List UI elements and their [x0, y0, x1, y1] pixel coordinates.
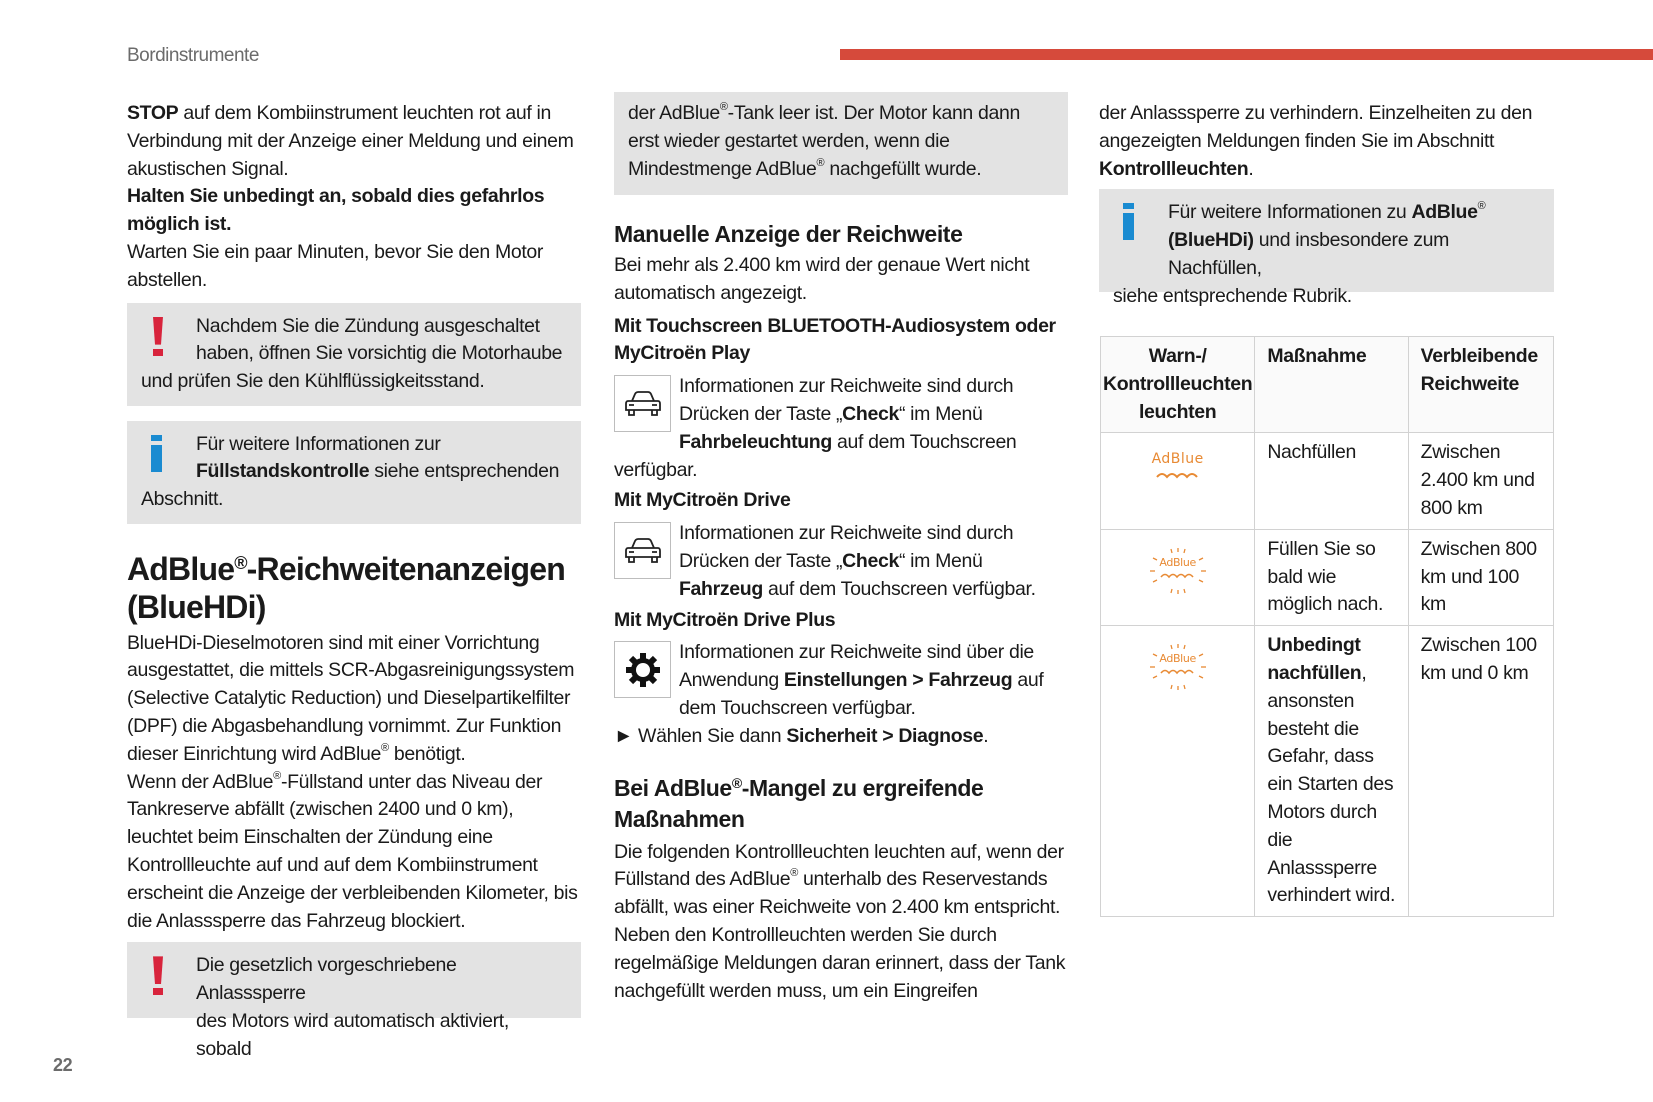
column-header-warnleuchten: Warn-/ Kontrollleuchten leuchten	[1101, 337, 1255, 433]
paragraph-halten: Halten Sie unbedingt an, sobald dies gefahrlos möglich ist.	[127, 185, 545, 236]
adblue-icon: AdBlue	[1152, 451, 1204, 483]
table-row: AdBlue Unbedingt nachfüllen, ansonsten besteht die Gefahr, dass ein Starten des Motors durch die Anlasssperre verhindert wird. Zwischen 100 km und 0 km	[1101, 626, 1554, 917]
paragraph-fuellstand: Wenn der AdBlue®-Füllstand unter das Niveau der Tankreserve abfällt (zwischen 2400 und 0 km), leuchtet beim Einschalten der Zündung eine Kontrollleuchte auf und auf dem Kombiinstrument erscheint die Anzeige der verbleibenden Kilometer, bis die Anlasssperre das Fahrzeug blockiert.	[127, 769, 578, 932]
heading-mycitroen-drive: Mit MyCitroën Drive	[614, 489, 791, 512]
column-2	[614, 92, 1068, 1005]
warning-exclamation-icon	[151, 317, 163, 357]
heading-adblue-mangel: Bei AdBlue®-Mangel zu ergreifende Maßnahmen	[614, 774, 984, 832]
info-note-fuellstand: Für weitere Informationen zur Füllstandskontrolle siehe entsprechenden Abschnitt.	[127, 421, 581, 524]
header-accent-bar	[840, 49, 1653, 60]
heading-adblue-reichweitenanzeigen: AdBlue®-Reichweitenanzeigen (BlueHDi)	[127, 550, 565, 625]
heading-mycitroen-drive-plus: Mit MyCitroën Drive Plus	[614, 608, 836, 631]
warning-note-continued: der AdBlue®-Tank leer ist. Der Motor kann dann erst wieder gestartet werden, wenn die Mindestmenge AdBlue® nachgefüllt wurde.	[614, 92, 1068, 195]
adblue-warning-table	[1100, 336, 1554, 917]
info-icon	[1123, 203, 1135, 243]
heading-manuelle-anzeige: Manuelle Anzeige der Reichweite	[614, 221, 963, 247]
column-header-reichweite: Verbleibende Reichweite	[1408, 337, 1553, 433]
heading-mycitroen-play: Mit Touchscreen BLUETOOTH-Audiosystem oder MyCitroën Play	[614, 314, 1056, 365]
car-icon	[614, 375, 671, 432]
paragraph-mangel: Die folgenden Kontrollleuchten leuchten auf, wenn der Füllstand des AdBlue® unterhalb des Reservestands abfällt, was einer Reichweite von 2.400 km entspricht. Neben den Kontrollleuchten werden Sie durch regelmäßige Meldungen daran erinnert, dass der Tank nachgefüllt werden muss, um ein Eingreifen	[614, 840, 1066, 1002]
info-icon	[151, 435, 163, 475]
paragraph-anlasssperre-cont: der Anlasssperre zu verhindern. Einzelheiten zu den angezeigten Meldungen finden Sie im Abschnitt Kontrollleuchten.	[1099, 102, 1533, 180]
column-header-massnahme: Maßnahme	[1255, 337, 1408, 433]
column-3	[1099, 100, 1554, 307]
warning-note-anlasssperre: Die gesetzlich vorgeschriebene Anlasssperre des Motors wird automatisch aktiviert, sobald	[127, 942, 581, 1018]
gear-icon	[614, 641, 671, 698]
car-icon	[614, 522, 671, 579]
paragraph-stop: STOP auf dem Kombiinstrument leuchten rot auf in Verbindung mit der Anzeige einer Meldung und einem akustischen Signal.	[127, 102, 574, 180]
adblue-flashing-icon: AdBlue	[1149, 548, 1206, 590]
page-number: 22	[53, 1055, 73, 1075]
warning-note-coolant: Nachdem Sie die Zündung ausgeschaltet haben, öffnen Sie vorsichtig die Motorhaube und prüfen Sie den Kühlflüssigkeitsstand.	[127, 303, 581, 406]
warning-exclamation-icon	[151, 956, 163, 996]
section-title: Bordinstrumente	[127, 45, 259, 66]
step-diagnose: ► Wählen Sie dann Sicherheit > Diagnose.	[614, 724, 989, 747]
info-note-adblue: Für weitere Informationen zu AdBlue® (BlueHDi) und insbesondere zum Nachfüllen, siehe entsprechende Rubrik.	[1099, 189, 1554, 292]
paragraph-warten: Warten Sie ein paar Minuten, bevor Sie den Motor abstellen.	[127, 240, 544, 291]
table-row: AdBlue Nachfüllen Zwischen 2.400 km und 800 km	[1101, 433, 1554, 529]
instruction-play: Informationen zur Reichweite sind durch Drücken der Taste „Check“ im Menü Fahrbeleuchtung auf dem Touchscreen verfügbar.	[614, 375, 1017, 481]
table-row: AdBlue Füllen Sie so bald wie möglich nach. Zwischen 800 km und 100 km	[1101, 529, 1554, 625]
instruction-drive: Informationen zur Reichweite sind durch Drücken der Taste „Check“ im Menü Fahrzeug auf dem Touchscreen verfügbar.	[614, 520, 1068, 603]
instruction-drive-plus: Informationen zur Reichweite sind über die Anwendung Einstellungen > Fahrzeug auf dem Touchscreen verfügbar.	[614, 639, 1068, 722]
adblue-flashing-icon: AdBlue	[1149, 644, 1206, 686]
column-1	[127, 100, 581, 1060]
paragraph-manual: Bei mehr als 2.400 km wird der genaue Wert nicht automatisch angezeigt.	[614, 254, 1030, 304]
table-header-row	[1101, 337, 1554, 433]
paragraph-bluehdi: BlueHDi-Dieselmotoren sind mit einer Vorrichtung ausgestattet, die mittels SCR-Abgasreinigungssystem (Selective Catalytic Reduction) und Dieselpartikelfilter (DPF) die Abgasbehandlung vornimmt. Zur Funktion dieser Einrichtung wird AdBlue® benötigt.	[127, 631, 575, 765]
